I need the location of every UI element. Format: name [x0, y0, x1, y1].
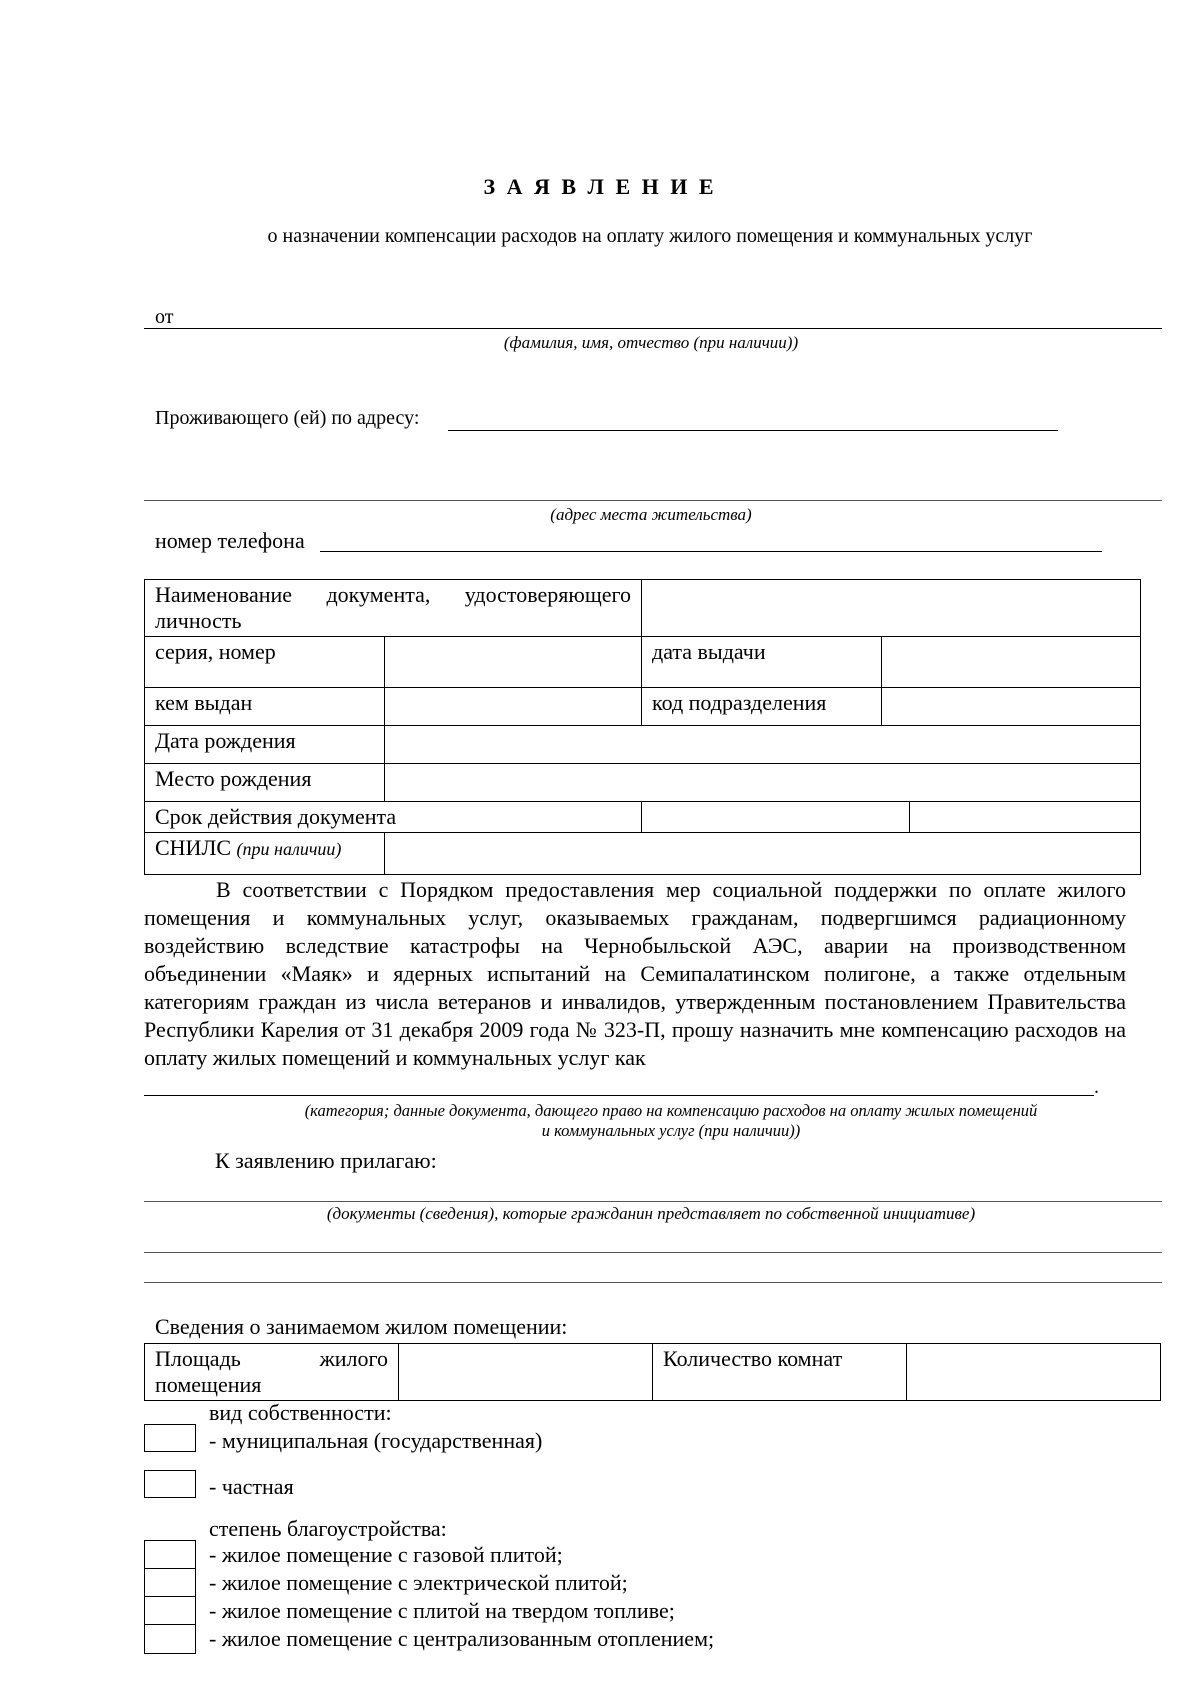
validity-label: Срок действия документа: [145, 802, 642, 833]
comfort-label: степень благоустройства:: [209, 1516, 447, 1541]
ownership-private-label: - частная: [209, 1474, 294, 1499]
division-code-label: код подразделения: [642, 688, 882, 726]
series-number-label: серия, номер: [145, 637, 385, 688]
area-label: Площадь жилого помещения: [145, 1344, 399, 1401]
rooms-label: Количество комнат: [653, 1344, 907, 1401]
doc-name-label: Наименование документа, удостоверяющего личность: [145, 580, 642, 637]
snils-label: [145, 833, 385, 875]
doc-name-field[interactable]: [642, 580, 1141, 637]
comfort-electric-checkbox[interactable]: [145, 1569, 195, 1597]
address-field-line-2[interactable]: [144, 500, 1162, 501]
snils-text: СНИЛС: [155, 835, 232, 860]
document-subtitle: о назначении компенсации расходов на оплату жилого помещения и коммунальных услуг: [267, 225, 1033, 247]
dwelling-label: Сведения о занимаемом жилом помещении:: [155, 1314, 568, 1339]
attach-label: К заявлению прилагаю:: [215, 1148, 437, 1173]
attach-field-line-2[interactable]: [144, 1252, 1162, 1253]
comfort-central-heating-label: - жилое помещение с централизованным отоплением;: [209, 1626, 715, 1651]
division-code-field[interactable]: [882, 688, 1141, 726]
from-label: от: [155, 306, 174, 328]
comfort-solid-fuel-checkbox[interactable]: [145, 1597, 195, 1625]
phone-label: номер телефона: [155, 528, 305, 553]
dwelling-table: [144, 1343, 1161, 1401]
request-paragraph: В соответствии с Порядком предоставления мер социальной поддержки по оплате жилого помещения и коммунальных услуг, оказываемых гражданам, подвергшимся радиационному воздействию вследствие катастрофы на Чернобыльской АЭС, аварии на производственном объединении «Маяк» и ядерных испытаний на Семипалатинском полигоне, а также отдельным категориям граждан из числа ветеранов и инвалидов, утвержденным постановлением Правительства Республики Карелия от 31 декабря 2009 года № 323-П, прошу назначить мне компенсацию расходов на оплату жилых помещений и коммунальных услуг как: [144, 877, 1126, 1070]
identity-document-table: [144, 579, 1141, 875]
attach-caption: (документы (сведения), которые гражданин представляет по собственной инициативе): [326, 1204, 976, 1223]
rooms-field[interactable]: [907, 1344, 1161, 1401]
snils-field[interactable]: [385, 833, 1141, 875]
birth-place-field[interactable]: [385, 764, 1141, 802]
birth-date-label: Дата рождения: [145, 726, 385, 764]
issue-date-label: дата выдачи: [642, 637, 882, 688]
area-field[interactable]: [399, 1344, 653, 1401]
address-caption: (адрес места жительства): [550, 505, 752, 524]
from-field-line[interactable]: [144, 328, 1162, 329]
issued-by-field[interactable]: [385, 688, 642, 726]
issued-by-label: кем выдан: [145, 688, 385, 726]
comfort-solid-fuel-label: - жилое помещение с плитой на твердом топливе;: [209, 1598, 675, 1623]
series-number-field[interactable]: [385, 637, 642, 688]
phone-field-line[interactable]: [320, 551, 1102, 552]
comfort-gas-checkbox[interactable]: [145, 1541, 195, 1569]
ownership-label: вид собственности:: [209, 1400, 392, 1425]
category-period: .: [1094, 1076, 1099, 1098]
validity-field-to[interactable]: [910, 802, 1141, 833]
address-field-line[interactable]: [448, 430, 1058, 431]
attach-field-line-1[interactable]: [144, 1201, 1162, 1202]
category-caption-2: и коммунальных услуг (при наличии)): [541, 1121, 801, 1140]
address-label: Проживающего (ей) по адресу:: [155, 407, 420, 429]
ownership-municipal-checkbox[interactable]: [144, 1424, 196, 1452]
ownership-municipal-label: - муниципальная (государственная): [209, 1428, 543, 1453]
issue-date-field[interactable]: [882, 637, 1141, 688]
birth-date-field[interactable]: [385, 726, 1141, 764]
from-caption: (фамилия, имя, отчество (при наличии)): [503, 333, 799, 352]
comfort-central-heating-checkbox[interactable]: [145, 1625, 195, 1653]
comfort-electric-label: - жилое помещение с электрической плитой;: [209, 1570, 628, 1595]
validity-field-from[interactable]: [642, 802, 910, 833]
snils-note: (при наличии): [236, 839, 342, 859]
comfort-gas-label: - жилое помещение с газовой плитой;: [209, 1542, 563, 1567]
category-field-line[interactable]: [144, 1095, 1094, 1096]
category-caption-1: (категория; данные документа, дающего право на компенсацию расходов на оплату жилых помещений: [304, 1101, 1038, 1120]
comfort-checkbox-group: [144, 1540, 196, 1654]
attach-field-line-3[interactable]: [144, 1282, 1162, 1283]
birth-place-label: Место рождения: [145, 764, 385, 802]
ownership-private-checkbox[interactable]: [144, 1470, 196, 1498]
document-title: З А Я В Л Е Н И Е: [483, 174, 717, 199]
